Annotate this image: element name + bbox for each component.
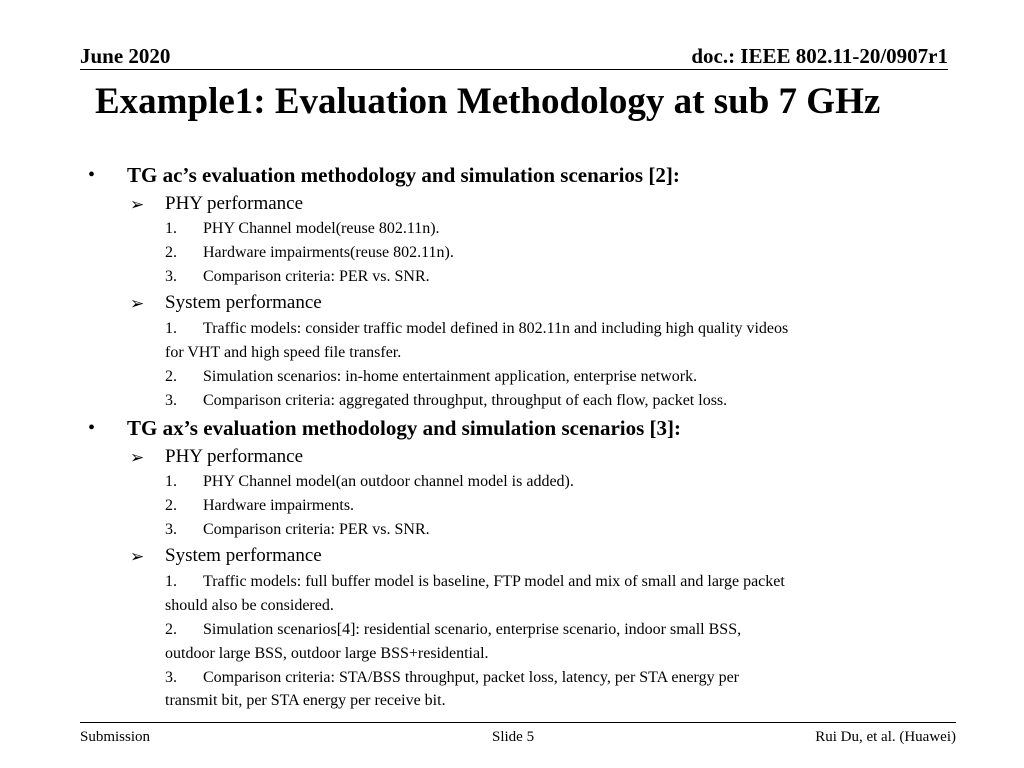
- ax-phy-item-1: PHY Channel model(an outdoor channel model is added).: [203, 473, 574, 490]
- footer-divider: [80, 722, 956, 723]
- ac-sys-item-2-num: 2.: [165, 368, 177, 385]
- ax-phy-item-3-num: 3.: [165, 521, 177, 538]
- ac-phy-item-2: Hardware impairments(reuse 802.11n).: [203, 244, 454, 261]
- arrow-bullet-icon: ➢: [130, 547, 145, 566]
- bullet-icon: •: [88, 164, 96, 186]
- ac-sys-item-3: Comparison criteria: aggregated throughput, throughput of each flow, packet loss.: [203, 392, 728, 409]
- ac-sys-item-1: Traffic models: consider traffic model defined in 802.11n and including high quality videos: [203, 320, 789, 337]
- ac-phy-label: PHY performance: [165, 193, 304, 214]
- slide-title: Example1: Evaluation Methodology at sub 7 GHz: [95, 81, 881, 122]
- footer-author: Rui Du, et al. (Huawei): [815, 729, 956, 745]
- ac-heading: TG ac’s evaluation methodology and simulation scenarios [2]:: [127, 163, 680, 187]
- ac-phy-item-2-num: 2.: [165, 244, 177, 261]
- ac-sys-item-2: Simulation scenarios: in-home entertainment application, enterprise network.: [203, 368, 698, 385]
- ac-phy-item-1: PHY Channel model(reuse 802.11n).: [203, 220, 440, 237]
- ax-phy-item-2-num: 2.: [165, 497, 177, 514]
- ax-sys-item-2-cont: outdoor large BSS, outdoor large BSS+residential.: [165, 645, 489, 662]
- arrow-bullet-icon: ➢: [130, 294, 145, 313]
- bullet-icon: •: [88, 417, 96, 439]
- ax-phy-item-2: Hardware impairments.: [203, 497, 355, 514]
- ax-sys-item-1: Traffic models: full buffer model is baseline, FTP model and mix of small and large packet: [203, 573, 785, 590]
- ax-sys-item-2-num: 2.: [165, 621, 177, 638]
- ax-sys-item-1-num: 1.: [165, 573, 177, 590]
- ac-sys-label: System performance: [165, 292, 322, 313]
- ac-sys-item-3-num: 3.: [165, 392, 177, 409]
- header-date: June 2020: [80, 44, 171, 68]
- header-doc-id: doc.: IEEE 802.11-20/0907r1: [691, 44, 948, 68]
- ax-phy-item-1-num: 1.: [165, 473, 177, 490]
- ax-phy-label: PHY performance: [165, 446, 304, 467]
- ax-phy-item-3: Comparison criteria: PER vs. SNR.: [203, 521, 430, 538]
- ac-phy-item-3-num: 3.: [165, 268, 177, 285]
- ac-sys-item-1-cont: for VHT and high speed file transfer.: [165, 344, 402, 361]
- arrow-bullet-icon: ➢: [130, 195, 145, 214]
- ac-phy-item-3: Comparison criteria: PER vs. SNR.: [203, 268, 430, 285]
- footer-submission: Submission: [80, 729, 151, 745]
- ax-sys-item-1-cont: should also be considered.: [165, 597, 334, 614]
- header-divider: [80, 69, 948, 70]
- footer-slide-number: Slide 5: [492, 729, 535, 745]
- arrow-bullet-icon: ➢: [130, 448, 145, 467]
- ax-sys-item-3-cont: transmit bit, per STA energy per receive bit.: [165, 692, 446, 709]
- ax-sys-item-3: Comparison criteria: STA/BSS throughput, packet loss, latency, per STA energy per: [203, 669, 740, 686]
- ax-heading: TG ax’s evaluation methodology and simulation scenarios [3]:: [127, 416, 681, 440]
- ax-sys-item-2: Simulation scenarios[4]: residential scenario, enterprise scenario, indoor small BSS,: [203, 621, 742, 638]
- ac-sys-item-1-num: 1.: [165, 320, 177, 337]
- ax-sys-item-3-num: 3.: [165, 669, 177, 686]
- ac-phy-item-1-num: 1.: [165, 220, 177, 237]
- ax-sys-label: System performance: [165, 545, 322, 566]
